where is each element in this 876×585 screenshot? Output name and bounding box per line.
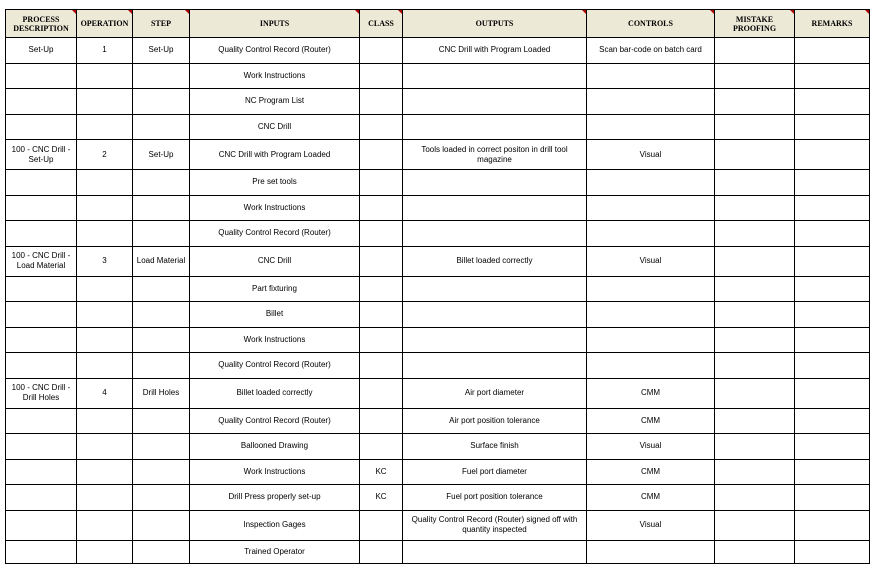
table-row — [6, 327, 870, 353]
process-description-cell[interactable] — [6, 89, 77, 115]
output-cell[interactable]: Fuel port diameter — [403, 459, 587, 485]
class-cell[interactable] — [360, 378, 403, 408]
table-row — [6, 221, 870, 247]
output-cell[interactable]: Air port diameter — [403, 378, 587, 408]
output-cell[interactable] — [403, 63, 587, 89]
class-cell[interactable] — [360, 170, 403, 196]
step-cell[interactable] — [133, 276, 190, 302]
control-cell[interactable] — [587, 327, 715, 353]
mistake-proofing-cell[interactable] — [715, 434, 795, 460]
mistake-proofing-cell[interactable] — [715, 353, 795, 379]
output-cell[interactable]: CNC Drill with Program Loaded — [403, 38, 587, 64]
mistake-proofing-cell[interactable] — [715, 510, 795, 540]
process-description-cell[interactable]: 100 - CNC Drill - Drill Holes — [6, 378, 77, 408]
operation-cell[interactable] — [77, 459, 133, 485]
mistake-proofing-cell[interactable] — [715, 408, 795, 434]
header-outputs[interactable]: OUTPUTS — [403, 10, 587, 38]
output-cell[interactable]: Fuel port position tolerance — [403, 485, 587, 511]
table-row — [6, 540, 870, 563]
table-row — [6, 378, 870, 408]
output-cell[interactable]: Quality Control Record (Router) signed off with quantity inspected — [403, 510, 587, 540]
operation-cell[interactable] — [77, 195, 133, 221]
table-row — [6, 63, 870, 89]
input-cell[interactable]: Trained Operator — [190, 540, 360, 563]
control-cell[interactable] — [587, 353, 715, 379]
mistake-proofing-cell[interactable] — [715, 38, 795, 64]
class-cell[interactable] — [360, 540, 403, 563]
remarks-cell[interactable] — [795, 38, 870, 64]
output-cell[interactable] — [403, 195, 587, 221]
class-cell[interactable] — [360, 89, 403, 115]
process-description-cell[interactable] — [6, 353, 77, 379]
operation-cell[interactable] — [77, 276, 133, 302]
operation-cell[interactable] — [77, 170, 133, 196]
output-cell[interactable] — [403, 276, 587, 302]
input-cell[interactable]: NC Program List — [190, 89, 360, 115]
step-cell[interactable] — [133, 434, 190, 460]
control-cell[interactable] — [587, 170, 715, 196]
step-cell[interactable] — [133, 408, 190, 434]
remarks-cell[interactable] — [795, 434, 870, 460]
class-cell[interactable]: KC — [360, 459, 403, 485]
operation-cell[interactable] — [77, 434, 133, 460]
remarks-cell[interactable] — [795, 327, 870, 353]
table-row — [6, 510, 870, 540]
remarks-cell[interactable] — [795, 221, 870, 247]
operation-cell[interactable] — [77, 510, 133, 540]
process-description-cell[interactable]: Set-Up — [6, 38, 77, 64]
class-cell[interactable] — [360, 140, 403, 170]
output-cell[interactable]: Billet loaded correctly — [403, 246, 587, 276]
process-description-cell[interactable] — [6, 408, 77, 434]
step-cell[interactable] — [133, 540, 190, 563]
table-row — [6, 408, 870, 434]
header-inputs[interactable]: INPUTS — [190, 10, 360, 38]
remarks-cell[interactable] — [795, 63, 870, 89]
process-description-cell[interactable] — [6, 510, 77, 540]
process-description-cell[interactable] — [6, 63, 77, 89]
process-description-cell[interactable] — [6, 540, 77, 563]
remarks-cell[interactable] — [795, 302, 870, 328]
class-cell[interactable] — [360, 246, 403, 276]
step-cell[interactable] — [133, 327, 190, 353]
class-cell[interactable] — [360, 221, 403, 247]
remarks-cell[interactable] — [795, 89, 870, 115]
output-cell[interactable] — [403, 89, 587, 115]
output-cell[interactable] — [403, 327, 587, 353]
input-cell[interactable]: Work Instructions — [190, 327, 360, 353]
input-cell[interactable]: Inspection Gages — [190, 510, 360, 540]
table-row — [6, 89, 870, 115]
process-description-cell[interactable] — [6, 114, 77, 140]
step-cell[interactable]: Set-Up — [133, 140, 190, 170]
mistake-proofing-cell[interactable] — [715, 63, 795, 89]
output-cell[interactable] — [403, 170, 587, 196]
operation-cell[interactable]: 1 — [77, 38, 133, 64]
class-cell[interactable] — [360, 276, 403, 302]
process-description-cell[interactable]: 100 - CNC Drill - Load Material — [6, 246, 77, 276]
table-row — [6, 434, 870, 460]
control-cell[interactable]: Scan bar-code on batch card — [587, 38, 715, 64]
operation-cell[interactable] — [77, 327, 133, 353]
step-cell[interactable] — [133, 221, 190, 247]
process-description-cell[interactable] — [6, 302, 77, 328]
class-cell[interactable] — [360, 353, 403, 379]
input-cell[interactable]: CNC Drill — [190, 114, 360, 140]
process-description-cell[interactable] — [6, 170, 77, 196]
control-cell[interactable] — [587, 114, 715, 140]
process-description-cell[interactable]: 100 - CNC Drill - Set-Up — [6, 140, 77, 170]
step-cell[interactable] — [133, 89, 190, 115]
control-cell[interactable]: CMM — [587, 485, 715, 511]
control-cell[interactable]: Visual — [587, 246, 715, 276]
mistake-proofing-cell[interactable] — [715, 246, 795, 276]
process-description-cell[interactable] — [6, 221, 77, 247]
remarks-cell[interactable] — [795, 485, 870, 511]
header-remarks[interactable]: REMARKS — [795, 10, 870, 38]
class-cell[interactable] — [360, 38, 403, 64]
mistake-proofing-cell[interactable] — [715, 140, 795, 170]
operation-cell[interactable] — [77, 89, 133, 115]
remarks-cell[interactable] — [795, 195, 870, 221]
control-cell[interactable]: Visual — [587, 434, 715, 460]
class-cell[interactable]: KC — [360, 485, 403, 511]
table-row — [6, 38, 870, 64]
control-cell[interactable] — [587, 302, 715, 328]
input-cell[interactable]: Pre set tools — [190, 170, 360, 196]
control-cell[interactable]: CMM — [587, 459, 715, 485]
step-cell[interactable] — [133, 114, 190, 140]
class-cell[interactable] — [360, 510, 403, 540]
operation-cell[interactable]: 3 — [77, 246, 133, 276]
table-row — [6, 140, 870, 170]
header-row — [6, 10, 870, 38]
mistake-proofing-cell[interactable] — [715, 327, 795, 353]
table-row — [6, 114, 870, 140]
process-description-cell[interactable] — [6, 195, 77, 221]
header-operation[interactable]: OPERATION — [77, 10, 133, 38]
input-cell[interactable]: Part fixturing — [190, 276, 360, 302]
header-controls[interactable]: CONTROLS — [587, 10, 715, 38]
step-cell[interactable]: Drill Holes — [133, 378, 190, 408]
step-cell[interactable] — [133, 353, 190, 379]
remarks-cell[interactable] — [795, 459, 870, 485]
operation-cell[interactable] — [77, 408, 133, 434]
input-cell[interactable]: Billet — [190, 302, 360, 328]
input-cell[interactable]: CNC Drill — [190, 246, 360, 276]
remarks-cell[interactable] — [795, 246, 870, 276]
mistake-proofing-cell[interactable] — [715, 170, 795, 196]
output-cell[interactable]: Tools loaded in correct positon in drill tool magazine — [403, 140, 587, 170]
table-body — [6, 38, 870, 564]
input-cell[interactable]: Work Instructions — [190, 459, 360, 485]
process-description-cell[interactable] — [6, 276, 77, 302]
header-class[interactable]: CLASS — [360, 10, 403, 38]
remarks-cell[interactable] — [795, 408, 870, 434]
step-cell[interactable] — [133, 459, 190, 485]
output-cell[interactable] — [403, 114, 587, 140]
control-cell[interactable] — [587, 195, 715, 221]
mistake-proofing-cell[interactable] — [715, 114, 795, 140]
process-description-cell[interactable] — [6, 327, 77, 353]
mistake-proofing-cell[interactable] — [715, 221, 795, 247]
step-cell[interactable] — [133, 170, 190, 196]
header-step[interactable]: STEP — [133, 10, 190, 38]
operation-cell[interactable]: 2 — [77, 140, 133, 170]
operation-cell[interactable] — [77, 485, 133, 511]
table-row — [6, 353, 870, 379]
input-cell[interactable]: Work Instructions — [190, 63, 360, 89]
input-cell[interactable]: Drill Press properly set-up — [190, 485, 360, 511]
step-cell[interactable] — [133, 302, 190, 328]
class-cell[interactable] — [360, 302, 403, 328]
table-row — [6, 276, 870, 302]
operation-cell[interactable] — [77, 221, 133, 247]
control-cell[interactable]: CMM — [587, 378, 715, 408]
table-row — [6, 459, 870, 485]
input-cell[interactable]: CNC Drill with Program Loaded — [190, 140, 360, 170]
control-cell[interactable] — [587, 540, 715, 563]
output-cell[interactable] — [403, 353, 587, 379]
process-description-cell[interactable] — [6, 459, 77, 485]
operation-cell[interactable] — [77, 302, 133, 328]
class-cell[interactable] — [360, 327, 403, 353]
mistake-proofing-cell[interactable] — [715, 276, 795, 302]
control-cell[interactable]: Visual — [587, 510, 715, 540]
input-cell[interactable]: Quality Control Record (Router) — [190, 38, 360, 64]
input-cell[interactable]: Quality Control Record (Router) — [190, 353, 360, 379]
remarks-cell[interactable] — [795, 540, 870, 563]
step-cell[interactable] — [133, 63, 190, 89]
process-description-cell[interactable] — [6, 485, 77, 511]
remarks-cell[interactable] — [795, 378, 870, 408]
header-mistake-proofing[interactable]: MISTAKE PROOFING — [715, 10, 795, 38]
output-cell[interactable] — [403, 221, 587, 247]
table-row — [6, 246, 870, 276]
table-row — [6, 170, 870, 196]
process-table — [5, 9, 870, 564]
input-cell[interactable]: Ballooned Drawing — [190, 434, 360, 460]
control-cell[interactable] — [587, 63, 715, 89]
output-cell[interactable] — [403, 540, 587, 563]
operation-cell[interactable]: 4 — [77, 378, 133, 408]
output-cell[interactable]: Surface finish — [403, 434, 587, 460]
mistake-proofing-cell[interactable] — [715, 195, 795, 221]
remarks-cell[interactable] — [795, 114, 870, 140]
class-cell[interactable] — [360, 195, 403, 221]
operation-cell[interactable] — [77, 540, 133, 563]
input-cell[interactable]: Work Instructions — [190, 195, 360, 221]
remarks-cell[interactable] — [795, 510, 870, 540]
control-cell[interactable]: CMM — [587, 408, 715, 434]
remarks-cell[interactable] — [795, 170, 870, 196]
input-cell[interactable]: Billet loaded correctly — [190, 378, 360, 408]
class-cell[interactable] — [360, 114, 403, 140]
remarks-cell[interactable] — [795, 140, 870, 170]
output-cell[interactable]: Air port position tolerance — [403, 408, 587, 434]
step-cell[interactable]: Set-Up — [133, 38, 190, 64]
control-cell[interactable]: Visual — [587, 140, 715, 170]
mistake-proofing-cell[interactable] — [715, 89, 795, 115]
header-process-description[interactable]: PROCESS DESCRIPTION — [6, 10, 77, 38]
table-row — [6, 485, 870, 511]
step-cell[interactable] — [133, 485, 190, 511]
output-cell[interactable] — [403, 302, 587, 328]
remarks-cell[interactable] — [795, 276, 870, 302]
mistake-proofing-cell[interactable] — [715, 459, 795, 485]
input-cell[interactable]: Quality Control Record (Router) — [190, 221, 360, 247]
table-row — [6, 302, 870, 328]
control-cell[interactable] — [587, 221, 715, 247]
step-cell[interactable] — [133, 195, 190, 221]
operation-cell[interactable] — [77, 353, 133, 379]
class-cell[interactable] — [360, 434, 403, 460]
mistake-proofing-cell[interactable] — [715, 540, 795, 563]
control-cell[interactable] — [587, 89, 715, 115]
process-description-cell[interactable] — [6, 434, 77, 460]
class-cell[interactable] — [360, 408, 403, 434]
mistake-proofing-cell[interactable] — [715, 378, 795, 408]
mistake-proofing-cell[interactable] — [715, 302, 795, 328]
step-cell[interactable]: Load Material — [133, 246, 190, 276]
table-row — [6, 195, 870, 221]
operation-cell[interactable] — [77, 63, 133, 89]
control-cell[interactable] — [587, 276, 715, 302]
step-cell[interactable] — [133, 510, 190, 540]
operation-cell[interactable] — [77, 114, 133, 140]
class-cell[interactable] — [360, 63, 403, 89]
remarks-cell[interactable] — [795, 353, 870, 379]
mistake-proofing-cell[interactable] — [715, 485, 795, 511]
input-cell[interactable]: Quality Control Record (Router) — [190, 408, 360, 434]
